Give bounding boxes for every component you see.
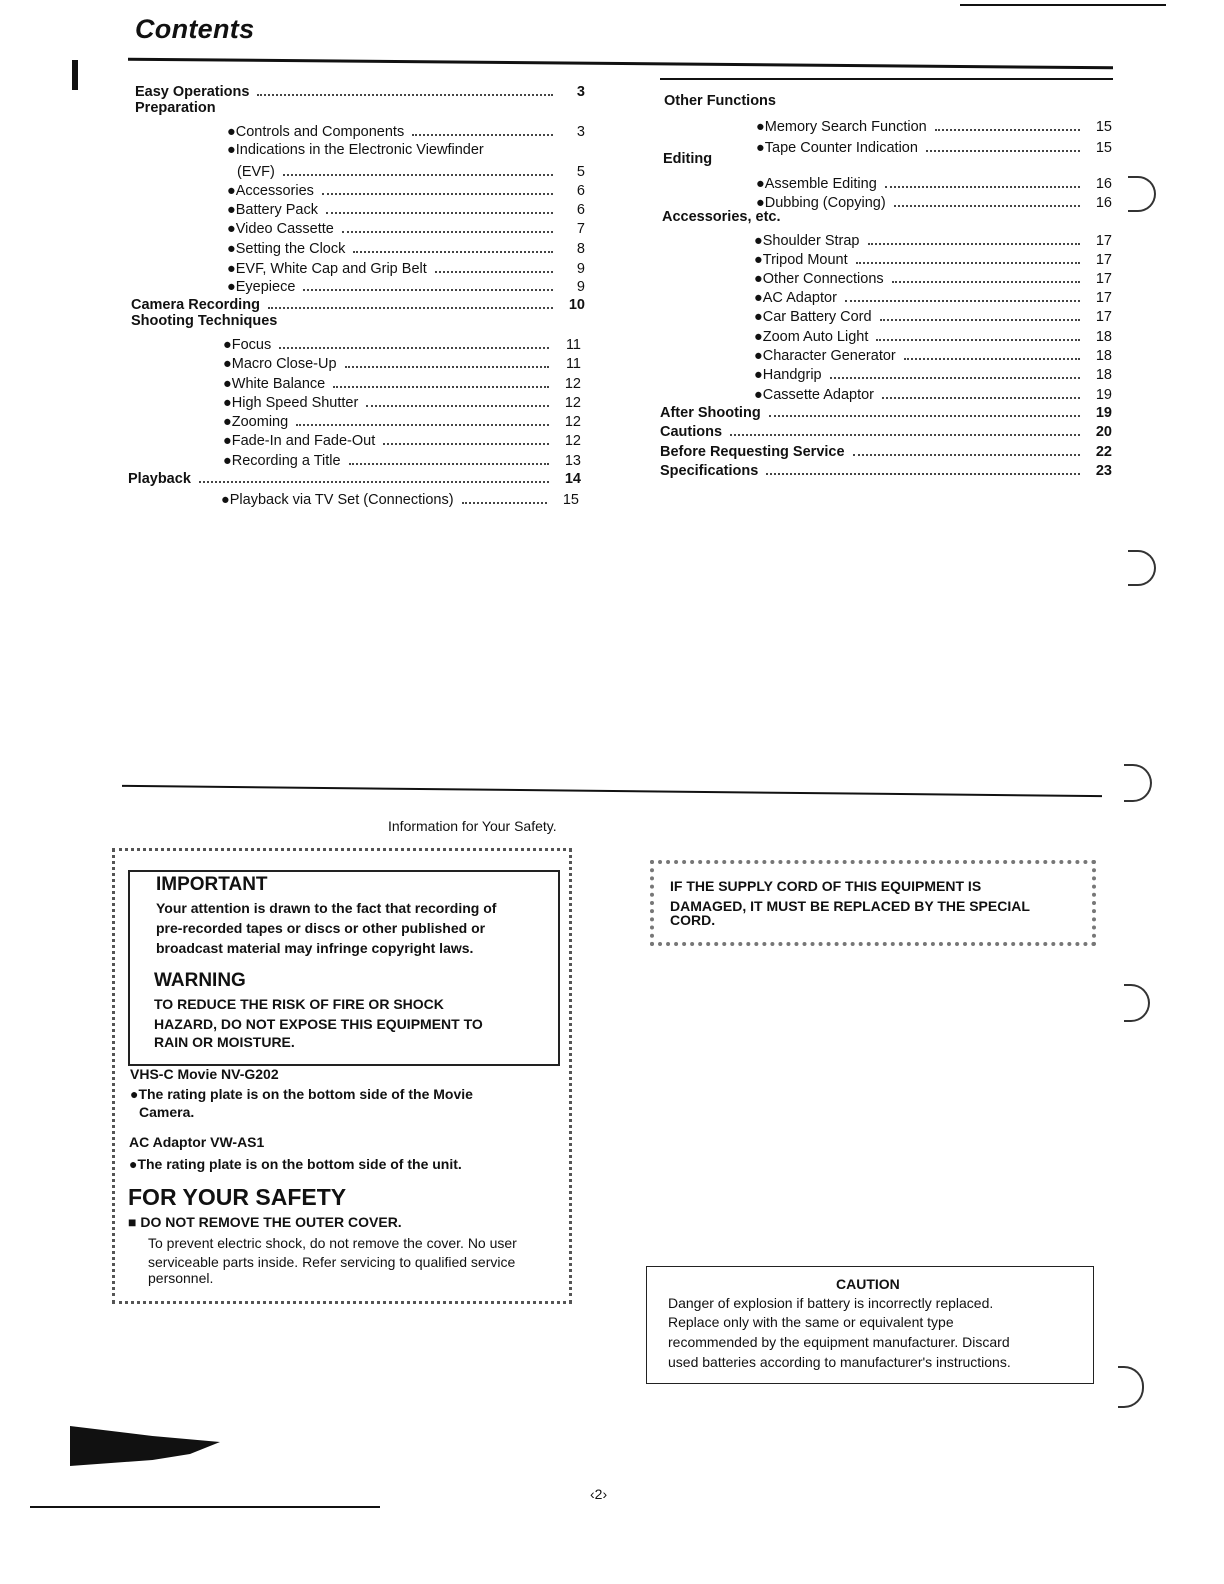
for-safety-line: To prevent electric shock, do not remove the cover. No user <box>148 1235 517 1251</box>
leader-dots <box>412 134 553 136</box>
caution-line: used batteries according to manufacturer's instructions. <box>668 1354 1011 1370</box>
toc-entry: ●Indications in the Electronic Viewfinder <box>227 142 484 158</box>
toc-page: 14 <box>564 471 581 487</box>
warning-line: HAZARD, DO NOT EXPOSE THIS EQUIPMENT TO <box>154 1016 483 1032</box>
toc-entry <box>223 373 581 393</box>
caution-heading: CAUTION <box>836 1276 900 1292</box>
page-number: ‹2› <box>590 1486 608 1502</box>
model1-title: VHS-C Movie NV-G202 <box>130 1066 279 1082</box>
toc-entry <box>754 249 1112 269</box>
model2-line: ●The rating plate is on the bottom side of the unit. <box>129 1156 462 1172</box>
leader-dots <box>880 319 1080 321</box>
toc-page: 13 <box>564 453 581 469</box>
leader-dots <box>303 289 553 291</box>
toc-label: ●Character Generator <box>754 348 896 364</box>
toc-page: 17 <box>1095 290 1112 306</box>
leader-dots <box>892 281 1080 283</box>
top-right-rule <box>960 4 1166 6</box>
toc-label: Specifications <box>660 463 759 479</box>
toc-page: 22 <box>1095 444 1112 460</box>
toc-entry <box>660 402 1112 422</box>
toc-entry <box>756 137 1112 157</box>
toc-page: 8 <box>576 241 585 257</box>
supply-cord-line: CORD. <box>670 912 716 928</box>
for-safety-line: serviceable parts inside. Refer servicing to qualified service <box>148 1254 516 1270</box>
toc-label: Playback <box>128 471 191 487</box>
toc-section: Shooting Techniques <box>131 313 278 329</box>
leader-dots <box>353 251 553 253</box>
leader-dots <box>342 231 553 233</box>
toc-page: 20 <box>1095 424 1112 440</box>
toc-page: 12 <box>564 433 581 449</box>
leader-dots <box>296 424 549 426</box>
toc-entry <box>754 345 1112 365</box>
leader-dots <box>904 358 1080 360</box>
safety-caption: Information for Your Safety. <box>388 818 557 834</box>
toc-label: ●EVF, White Cap and Grip Belt <box>227 261 427 277</box>
toc-entry <box>660 421 1112 441</box>
binder-hole-mark <box>1124 984 1150 1022</box>
toc-entry <box>754 384 1112 404</box>
toc-page: 12 <box>564 395 581 411</box>
leader-dots <box>935 129 1080 131</box>
leader-dots <box>769 415 1080 417</box>
toc-entry <box>227 121 585 141</box>
important-heading: IMPORTANT <box>156 874 268 895</box>
toc-label: Camera Recording <box>131 297 260 313</box>
toc-entry <box>223 430 581 450</box>
toc-page: 3 <box>576 124 585 140</box>
toc-page: 15 <box>562 492 579 508</box>
toc-label: ●Playback via TV Set (Connections) <box>221 492 454 508</box>
leader-dots <box>845 300 1080 302</box>
toc-page: 17 <box>1095 252 1112 268</box>
toc-entry <box>237 161 585 181</box>
toc-page: 19 <box>1095 387 1112 403</box>
toc-label: ●Shoulder Strap <box>754 233 860 249</box>
title-rule <box>128 58 1113 70</box>
toc-label: ●Zooming <box>223 414 289 430</box>
model1-line: ●The rating plate is on the bottom side of the Movie <box>130 1086 473 1102</box>
toc-label: ●Other Connections <box>754 271 884 287</box>
toc-entry <box>221 489 579 509</box>
leader-dots <box>322 193 553 195</box>
toc-page: 18 <box>1095 348 1112 364</box>
middle-rule <box>122 785 1102 797</box>
toc-page: 15 <box>1095 140 1112 156</box>
toc-label: ●Cassette Adaptor <box>754 387 874 403</box>
leader-dots <box>268 307 553 309</box>
binder-hole-mark <box>1128 550 1156 586</box>
bottom-left-rule <box>30 1506 380 1508</box>
toc-entry <box>754 287 1112 307</box>
toc-page: 17 <box>1095 309 1112 325</box>
caution-line: Danger of explosion if battery is incorrectly replaced. <box>668 1295 994 1311</box>
toc-entry <box>227 258 585 278</box>
caution-line: recommended by the equipment manufacturer. Discard <box>668 1334 1010 1350</box>
toc-label: ●Tape Counter Indication <box>756 140 918 156</box>
toc-entry <box>223 450 581 470</box>
leader-dots <box>283 174 553 176</box>
toc-entry <box>756 192 1112 212</box>
toc-page: 17 <box>1095 271 1112 287</box>
toc-label: ●High Speed Shutter <box>223 395 359 411</box>
leader-dots <box>435 271 553 273</box>
for-safety-sub: ■ DO NOT REMOVE THE OUTER COVER. <box>128 1214 402 1230</box>
toc-entry <box>227 238 585 258</box>
toc-entry <box>754 268 1112 288</box>
toc-label: (EVF) <box>237 164 275 180</box>
toc-entry <box>227 180 585 200</box>
important-line: pre-recorded tapes or discs or other published or <box>156 920 486 936</box>
leader-dots <box>830 377 1080 379</box>
toc-section: Editing <box>663 151 713 167</box>
toc-page: 6 <box>576 202 585 218</box>
toc-label: ●Tripod Mount <box>754 252 848 268</box>
binder-hole-mark <box>1128 176 1156 212</box>
leader-dots <box>462 502 547 504</box>
scan-smudge <box>70 1426 220 1466</box>
toc-entry <box>754 230 1112 250</box>
caution-line: Replace only with the same or equivalent type <box>668 1314 954 1330</box>
toc-page: 18 <box>1095 367 1112 383</box>
toc-label: ●White Balance <box>223 376 326 392</box>
toc-page: 9 <box>576 279 585 295</box>
leader-dots <box>279 347 549 349</box>
toc-entry <box>227 199 585 219</box>
important-line: broadcast material may infringe copyright laws. <box>156 940 474 956</box>
model2-title: AC Adaptor VW-AS1 <box>129 1134 265 1150</box>
leader-dots <box>366 405 549 407</box>
toc-label: Easy Operations <box>135 84 250 100</box>
toc-entry <box>754 306 1112 326</box>
toc-page: 16 <box>1095 195 1112 211</box>
leader-dots <box>876 339 1080 341</box>
toc-label: Before Requesting Service <box>660 444 845 460</box>
toc-label: ●Zoom Auto Light <box>754 329 869 345</box>
toc-label: ●Setting the Clock <box>227 241 346 257</box>
toc-entry <box>754 326 1112 346</box>
leader-dots <box>853 454 1080 456</box>
supply-cord-line: DAMAGED, IT MUST BE REPLACED BY THE SPECIAL <box>670 898 1030 914</box>
toc-page: 6 <box>576 183 585 199</box>
toc-entry <box>756 173 1112 193</box>
toc-label: ●Car Battery Cord <box>754 309 872 325</box>
leader-dots <box>926 150 1080 152</box>
toc-label: ●Accessories <box>227 183 314 199</box>
toc-page: 11 <box>565 356 581 372</box>
toc-label: After Shooting <box>660 405 761 421</box>
toc-page: 18 <box>1095 329 1112 345</box>
leader-dots <box>730 434 1080 436</box>
leader-dots <box>856 262 1080 264</box>
leader-dots <box>333 386 549 388</box>
toc-page: 10 <box>568 297 585 313</box>
leader-dots <box>885 186 1080 188</box>
toc-page: 12 <box>564 376 581 392</box>
toc-page: 3 <box>576 84 585 100</box>
leader-dots <box>349 463 549 465</box>
toc-label: ●Fade-In and Fade-Out <box>223 433 376 449</box>
leader-dots <box>345 366 549 368</box>
binder-hole-mark <box>1124 764 1152 802</box>
for-safety-line: personnel. <box>148 1270 214 1286</box>
toc-label: ●Battery Pack <box>227 202 318 218</box>
toc-page: 9 <box>576 261 585 277</box>
toc-entry <box>128 468 581 488</box>
binder-hole-mark <box>1118 1366 1144 1408</box>
toc-page: 11 <box>565 337 581 353</box>
toc-page: 17 <box>1095 233 1112 249</box>
toc-entry <box>756 116 1112 136</box>
warning-line: TO REDUCE THE RISK OF FIRE OR SHOCK <box>154 996 444 1012</box>
toc-label: ●Memory Search Function <box>756 119 927 135</box>
toc-entry <box>131 294 585 314</box>
toc-entry <box>223 392 581 412</box>
leader-dots <box>894 205 1080 207</box>
model1-line: Camera. <box>139 1104 195 1120</box>
for-safety-heading: FOR YOUR SAFETY <box>128 1184 347 1210</box>
important-line: Your attention is drawn to the fact that recording of <box>156 900 497 916</box>
toc-entry <box>227 218 585 238</box>
toc-section: Other Functions <box>664 93 776 109</box>
toc-entry <box>135 81 585 101</box>
page-title: Contents <box>135 14 255 44</box>
toc-page: 16 <box>1095 176 1112 192</box>
toc-label: ●Assemble Editing <box>756 176 877 192</box>
leader-dots <box>868 243 1081 245</box>
leader-dots <box>326 212 553 214</box>
leader-dots <box>383 443 549 445</box>
toc-page: 7 <box>576 221 585 237</box>
toc-label: ●Handgrip <box>754 367 822 383</box>
toc-entry <box>223 353 581 373</box>
toc-section: Preparation <box>135 100 216 116</box>
toc-entry <box>223 334 581 354</box>
toc-label: ●Macro Close-Up <box>223 356 337 372</box>
warning-heading: WARNING <box>154 970 246 991</box>
warning-line: RAIN OR MOISTURE. <box>154 1034 295 1050</box>
toc-entry <box>660 460 1112 480</box>
supply-cord-line: IF THE SUPPLY CORD OF THIS EQUIPMENT IS <box>670 878 982 894</box>
toc-page: 23 <box>1095 463 1112 479</box>
toc-entry <box>227 276 585 296</box>
leader-dots <box>882 397 1080 399</box>
toc-page: 19 <box>1095 405 1112 421</box>
toc-label: ●AC Adaptor <box>754 290 837 306</box>
toc-label: Cautions <box>660 424 723 440</box>
toc-section: Accessories, etc. <box>662 209 781 225</box>
toc-entry <box>754 364 1112 384</box>
toc-label: ●Controls and Components <box>227 124 405 140</box>
toc-right-rule <box>660 78 1113 80</box>
left-edge-mark <box>72 60 78 90</box>
toc-label: ●Dubbing (Copying) <box>756 195 886 211</box>
leader-dots <box>257 94 553 96</box>
toc-page: 15 <box>1095 119 1112 135</box>
toc-label: ●Recording a Title <box>223 453 341 469</box>
toc-page: 12 <box>564 414 581 430</box>
toc-label: ●Focus <box>223 337 272 353</box>
toc-label: ●Eyepiece <box>227 279 296 295</box>
toc-label: ●Video Cassette <box>227 221 334 237</box>
leader-dots <box>199 481 549 483</box>
leader-dots <box>766 473 1080 475</box>
toc-entry <box>223 411 581 431</box>
toc-entry <box>660 441 1112 461</box>
toc-page: 5 <box>576 164 585 180</box>
